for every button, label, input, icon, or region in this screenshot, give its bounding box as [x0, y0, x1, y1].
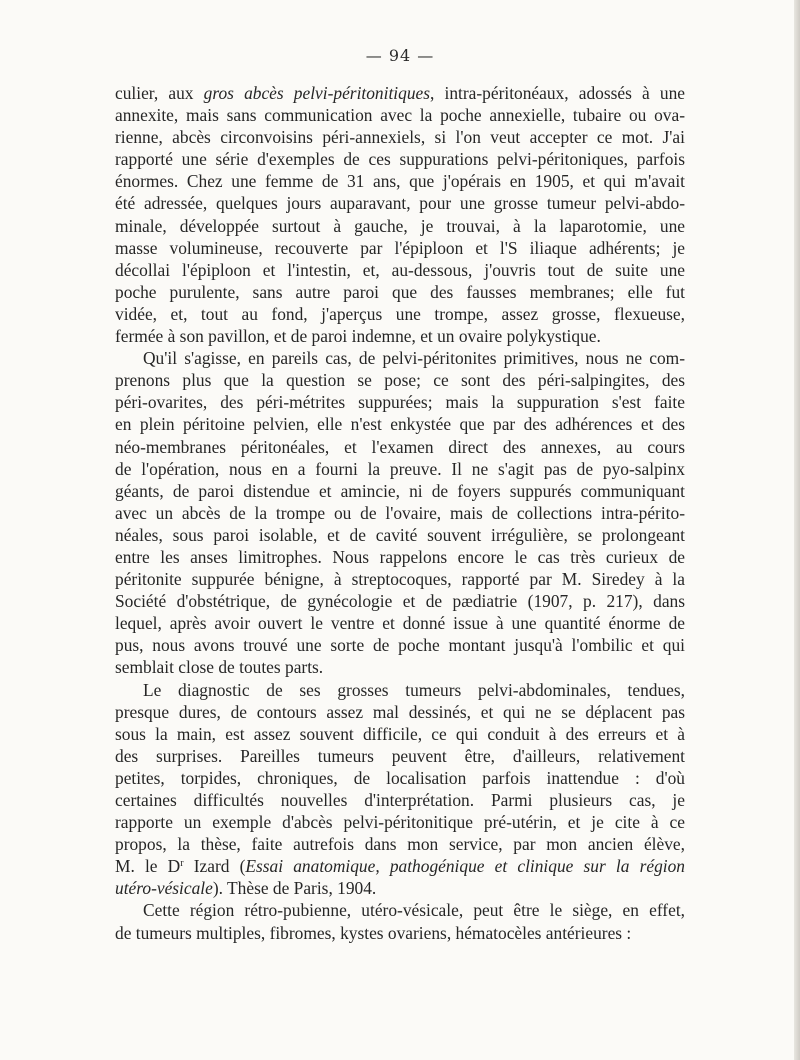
text-line	[115, 237, 685, 259]
text-segment: lequel, après avoir ouvert le ventre et donné issue à une quantité énorme de	[115, 613, 685, 634]
text-segment: avec un abcès de la trompe ou de l'ovaire, mais de collections intra-périto-	[115, 502, 685, 523]
text-line	[115, 413, 685, 435]
text-segment: petites, torpides, chroniques, de localisation parfois inattendue : d'où	[115, 767, 685, 788]
text-segment: fermée à son pavillon, et de paroi indemne, et un ovaire polykystique.	[115, 326, 601, 347]
text-line	[115, 502, 685, 524]
text-line	[115, 568, 685, 590]
text-segment: pus, nous avons trouvé une sorte de poche montant jusqu'à l'ombilic et qui	[115, 635, 685, 656]
text-line	[115, 612, 685, 634]
text-line	[115, 524, 685, 546]
text-line	[115, 656, 685, 678]
paragraph	[115, 679, 685, 900]
text-line	[115, 745, 685, 767]
text-line	[115, 590, 685, 612]
text-segment: géants, de paroi distendue et amincie, ni de foyers suppurés communiquant	[115, 480, 685, 501]
text-line	[115, 789, 685, 811]
text-segment: minale, développée surtout à gauche, je trouvai, à la laparotomie, une	[115, 215, 685, 236]
text-segment: vidée, et, tout au fond, j'aperçus une trompe, assez grosse, flexueuse,	[115, 303, 685, 324]
text-line	[115, 436, 685, 458]
text-line	[115, 126, 685, 148]
italic-text: Essai anatomique, pathogénique et clinique sur la région	[245, 856, 685, 877]
text-segment: M. le D	[115, 856, 181, 877]
text-line	[115, 259, 685, 281]
text-line	[115, 922, 685, 944]
text-line	[115, 701, 685, 723]
text-segment: péri-ovarites, des péri-métrites suppurées; mais la suppuration s'est faite	[115, 392, 685, 413]
text-segment: presque dures, de contours assez mal dessinés, et qui ne se déplacent pas	[115, 701, 685, 722]
text-line	[115, 723, 685, 745]
paragraph	[115, 899, 685, 943]
text-segment: Le diagnostic de ses grosses tumeurs pelvi-abdominales, tendues,	[143, 679, 685, 700]
text-segment: ). Thèse de Paris, 1904.	[212, 878, 377, 899]
text-segment: propos, la thèse, faite autrefois dans mon service, par mon ancien élève,	[115, 834, 685, 855]
paragraph	[115, 82, 685, 347]
text-segment: Société d'obstétrique, de gynécologie et de pædiatrie (1907, p. 217), dans	[115, 591, 685, 612]
text-line	[115, 679, 685, 701]
body-text	[115, 82, 685, 944]
page-number: — 94 —	[365, 46, 435, 65]
text-line	[115, 148, 685, 170]
text-line	[115, 767, 685, 789]
text-segment: annexite, mais sans communication avec la poche annexielle, tubaire ou ova-	[115, 105, 685, 126]
text-segment: énormes. Chez une femme de 31 ans, que j'opérais en 1905, et qui m'avait	[115, 171, 685, 192]
text-segment: Izard (	[183, 856, 246, 877]
text-line	[115, 281, 685, 303]
text-segment: masse volumineuse, recouverte par l'épiploon et l'S iliaque adhérents; je	[115, 237, 685, 258]
text-line	[115, 877, 685, 899]
text-line	[115, 546, 685, 568]
text-segment: été adressée, quelques jours auparavant, pour une grosse tumeur pelvi-abdo-	[115, 193, 685, 214]
text-segment: décollai l'épiploon et l'intestin, et, au-dessous, j'ouvris tout de suite une	[115, 259, 685, 280]
text-segment: culier, aux	[115, 83, 204, 103]
text-line	[115, 82, 685, 104]
text-segment: semblait close de toutes parts.	[115, 657, 324, 678]
text-segment: néales, sous paroi isolable, et de cavité souvent irrégulière, se prolongeant	[115, 524, 685, 545]
text-line	[115, 480, 685, 502]
text-segment: prenons plus que la question se pose; ce sont des péri-salpingites, des	[115, 370, 685, 391]
text-line	[115, 391, 685, 413]
text-line	[115, 811, 685, 833]
text-segment: entre les anses limitrophes. Nous rappelons encore le cas très curieux de	[115, 546, 685, 567]
text-line	[115, 104, 685, 126]
text-segment: de tumeurs multiples, fibromes, kystes ovariens, hématocèles antérieures :	[115, 922, 632, 943]
paragraph	[115, 347, 685, 678]
text-segment: sous la main, est assez souvent difficile, ce qui conduit à des erreurs et à	[115, 723, 685, 744]
superscript: r	[180, 858, 184, 870]
italic-text: gros abcès pelvi-péritonitiques	[203, 83, 431, 103]
text-segment: péritonite suppurée bénigne, à streptocoques, rapporté par M. Siredey à la	[115, 569, 685, 590]
text-line	[115, 192, 685, 214]
text-segment: , intra-péritonéaux, adossés à une	[430, 83, 685, 103]
text-line	[115, 458, 685, 480]
text-line	[115, 347, 685, 369]
text-segment: Cette région rétro-pubienne, utéro-vésicale, peut être le siège, en effet,	[143, 900, 685, 921]
text-line	[115, 855, 685, 877]
text-segment: rapporté une série d'exemples de ces suppurations pelvi-péritoniques, parfois	[115, 149, 685, 170]
text-segment: de l'opération, nous en a fourni la preuve. Il ne s'agit pas de pyo-salpinx	[115, 458, 685, 479]
text-line	[115, 303, 685, 325]
text-line	[115, 215, 685, 237]
text-segment: certaines difficultés nouvelles d'interprétation. Parmi plusieurs cas, je	[115, 790, 685, 810]
text-segment: néo-membranes péritonéales, et l'examen direct des annexes, au cours	[115, 436, 685, 457]
text-segment: en plein péritoine pelvien, elle n'est enkystée que par des adhérences et des	[115, 414, 685, 435]
text-line	[115, 833, 685, 855]
text-line	[115, 369, 685, 391]
text-segment: des surprises. Pareilles tumeurs peuvent être, d'ailleurs, relativement	[115, 745, 685, 766]
text-line	[115, 170, 685, 192]
text-segment: Qu'il s'agisse, en pareils cas, de pelvi-péritonites primitives, nous ne com-	[143, 348, 685, 369]
page-edge	[794, 0, 800, 1060]
text-line	[115, 325, 685, 347]
text-segment: rapporte un exemple d'abcès pelvi-péritonitique pré-utérin, et je cite à ce	[115, 812, 685, 833]
text-segment: poche purulente, sans autre paroi que des fausses membranes; elle fut	[115, 281, 685, 302]
text-segment: rienne, abcès circonvoisins péri-annexiels, si l'on veut accepter ce mot. J'ai	[115, 127, 685, 148]
text-line	[115, 634, 685, 656]
text-line	[115, 899, 685, 921]
italic-text: utéro-vésicale	[115, 878, 213, 899]
